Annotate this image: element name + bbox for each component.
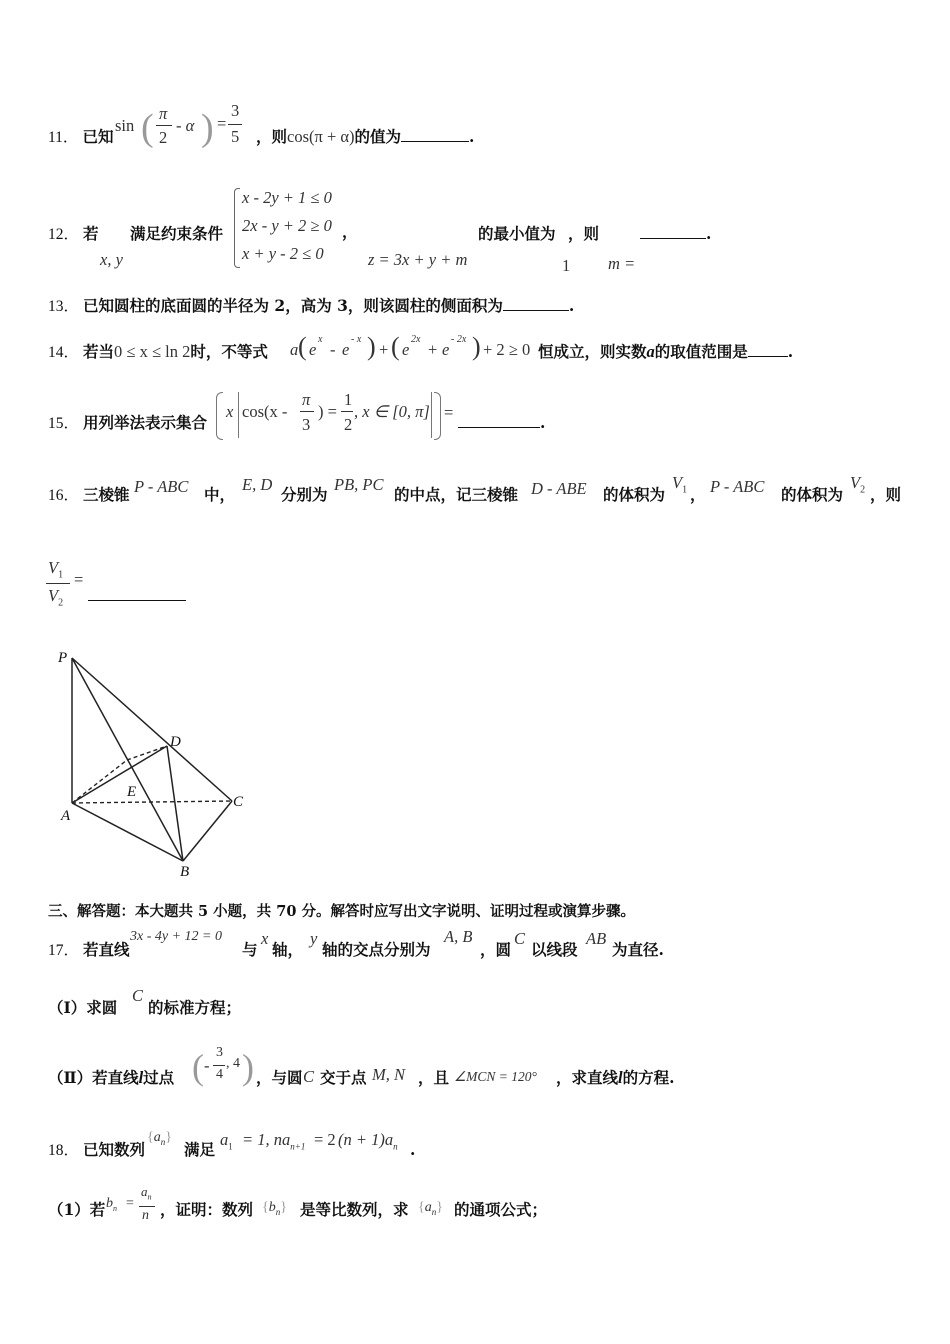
edge-ac-hidden <box>72 801 232 803</box>
q14-inequality: a ( e x - e - x ) + ( e 2x + e - 2x ) + 2 ≥ 0 <box>290 332 531 361</box>
seq-an: $\{a_n\}$ <box>147 1130 172 1147</box>
q18-part-1: （1）若 <box>48 1200 106 1219</box>
edge-ad <box>72 746 167 803</box>
section-3-heading: 三、解答题：本大题共 5 小题，共 70 分。解答时应写出文字说明、证明过程或演算步骤。 <box>48 903 635 920</box>
seq-an-2: $\{a_n\}$ <box>418 1200 443 1217</box>
edge-pc <box>72 658 232 801</box>
question-number: 16． <box>48 487 80 504</box>
question-number: 17． <box>48 942 80 959</box>
label-b: B <box>180 864 190 880</box>
q11-formula: sin ( π 2 - α ) = 3 5 <box>113 100 255 156</box>
volume-ratio: $V_1$ $V_2$ = <box>46 556 196 612</box>
label-p: P <box>58 650 68 666</box>
label-a: A <box>61 808 71 824</box>
question-number: 12． <box>48 226 80 243</box>
question-11: 11． 已知 <box>48 127 114 146</box>
question-17: 17． 若直线 <box>48 940 130 959</box>
question-18: 18． 已知数列 <box>48 1140 146 1159</box>
question-16: 16． 三棱锥 <box>48 485 130 504</box>
q17-point: ( - 3 4 , 4 ) <box>192 1045 254 1087</box>
q18-relation: $a_1$ = 1, $na_{n+1}$ = 2 $(n + 1)a_n$ <box>220 1130 398 1152</box>
edge-bc <box>183 801 232 861</box>
question-number: 14． <box>48 344 80 361</box>
edge-ae-hidden <box>72 760 127 803</box>
pyramid-figure <box>50 640 260 880</box>
question-number: 15． <box>48 415 80 432</box>
answer-blank[interactable] <box>503 296 569 311</box>
question-number: 13． <box>48 298 80 315</box>
edge-db <box>167 746 183 861</box>
answer-blank[interactable] <box>640 224 706 239</box>
seq-bn: $\{b_n\}$ <box>262 1200 287 1217</box>
label-c: C <box>233 794 244 810</box>
question-12: 12． 若 <box>48 224 99 243</box>
q15-set: x cos(x - π 3 ) = 1 2 , x ∈ [0, π] <box>214 388 458 444</box>
q18-bn-def: $b_n$ = $a_n$ n <box>106 1186 164 1230</box>
question-number: 18． <box>48 1142 80 1159</box>
question-15: 15． 用列举法表示集合 <box>48 413 208 432</box>
question-number: 11． <box>48 129 79 146</box>
label-e: E <box>127 784 137 800</box>
q17-part-2: （Ⅱ）若直线l过点 <box>48 1068 175 1087</box>
answer-blank[interactable] <box>401 127 469 142</box>
constraint-system: x - 2y + 1 ≤ 0 2x - y + 2 ≥ 0 x + y - 2 ≤ 0 <box>232 186 352 270</box>
q17-part-1: （Ⅰ）求圆 <box>48 998 118 1017</box>
answer-blank[interactable] <box>748 342 788 357</box>
question-14: 14． 若当0 ≤ x ≤ ln 2时，不等式 <box>48 342 268 361</box>
answer-blank[interactable] <box>88 600 186 601</box>
question-13: 13． 已知圆柱的底面圆的半径为 2，高为 3，则该圆柱的侧面积为 . <box>48 296 575 315</box>
label-d: D <box>170 734 181 750</box>
answer-blank[interactable] <box>458 413 540 428</box>
